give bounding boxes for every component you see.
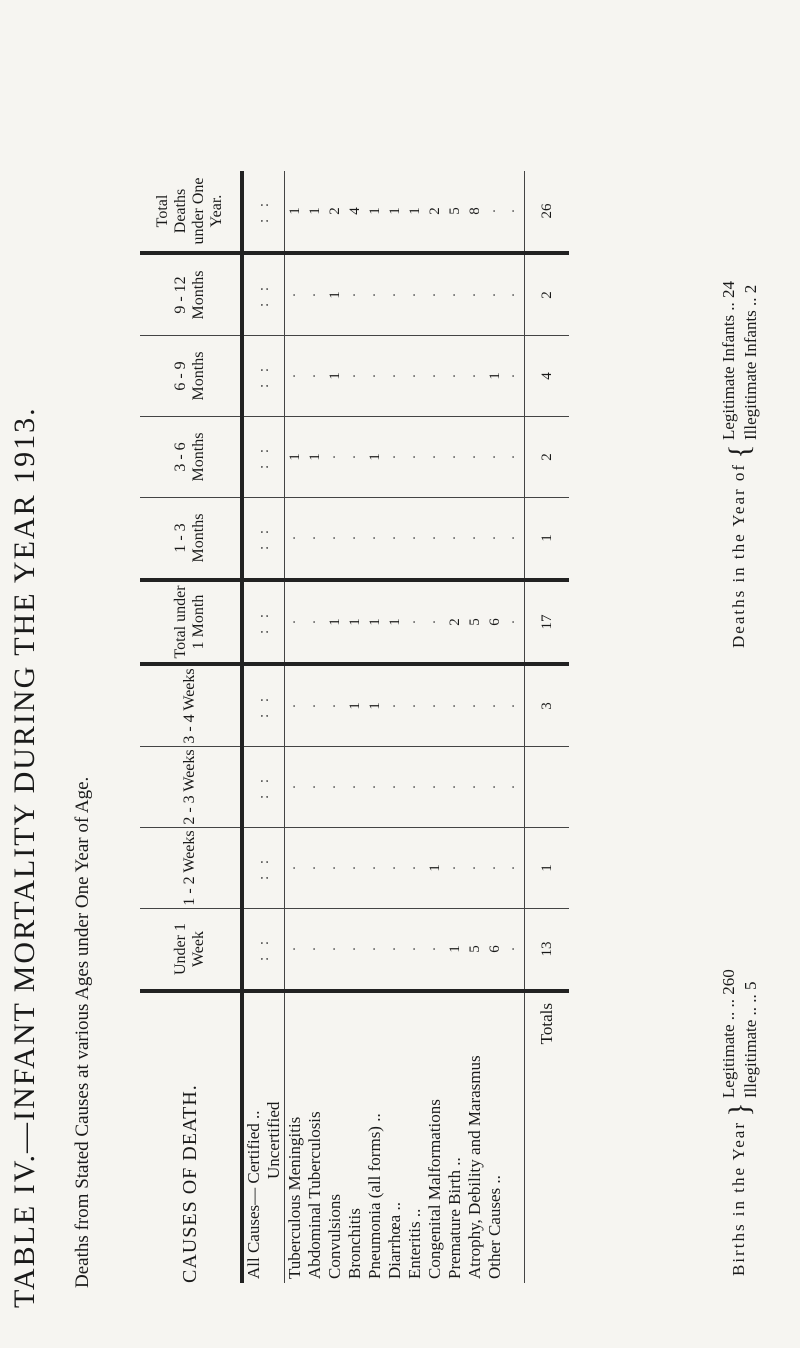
- cause-value: ·: [345, 336, 365, 417]
- cause-value: ·: [325, 828, 345, 909]
- cause-value: 2: [325, 171, 345, 253]
- cause-value: 1: [345, 580, 365, 664]
- header-1-2-weeks: 1 - 2 Weeks: [140, 828, 242, 909]
- cause-value: ·: [405, 747, 425, 828]
- cause-value: ·: [405, 909, 425, 992]
- cause-value: ·: [445, 253, 465, 336]
- table-row: [365, 171, 385, 1283]
- deaths-illegitimate-value: 2: [741, 284, 760, 294]
- cause-value: ·: [485, 253, 505, 336]
- total-under-one-year: 26: [525, 171, 570, 253]
- cause-value: ·: [285, 336, 306, 417]
- cause-value: ·: [345, 909, 365, 992]
- total-3-6-months: 2: [525, 417, 570, 498]
- cause-value: ·: [405, 580, 425, 664]
- cause-value: 1: [365, 171, 385, 253]
- cause-value: 1: [385, 171, 405, 253]
- cause-value: 1: [325, 253, 345, 336]
- table-row: [405, 171, 425, 1283]
- cause-value: ·: [305, 664, 325, 747]
- cause-value: ·: [385, 417, 405, 498]
- cause-value: ·: [385, 828, 405, 909]
- cause-value: ·: [305, 828, 325, 909]
- cause-value: ·: [445, 336, 465, 417]
- cause-value: ·: [345, 747, 365, 828]
- cause-value: ·: [505, 664, 525, 747]
- cause-value: 5: [465, 909, 485, 992]
- cause-value: ·: [325, 747, 345, 828]
- cause-value: 5: [465, 580, 485, 664]
- cause-rows: [285, 171, 525, 1283]
- all-causes-label: All Causes—: [244, 1187, 263, 1279]
- cause-value: ·: [425, 336, 445, 417]
- header-causes: CAUSES OF DEATH.: [140, 991, 242, 1283]
- cause-value: ·: [425, 253, 445, 336]
- cause-value: 6: [485, 580, 505, 664]
- totals-row: [525, 171, 570, 1283]
- cause-value: ·: [385, 498, 405, 581]
- cause-value: ·: [325, 909, 345, 992]
- cause-value: ·: [305, 580, 325, 664]
- cause-value: ·: [345, 498, 365, 581]
- table-row: [465, 171, 485, 1283]
- cause-value: ·: [285, 580, 306, 664]
- cause-name: Pneumonia (all forms) ..: [365, 1113, 384, 1279]
- cause-value: 1: [305, 417, 325, 498]
- cause-value: ·: [505, 580, 525, 664]
- page-subtitle: Deaths from Stated Causes at various Ages under One Year of Age.: [72, 776, 93, 1288]
- cause-value: 1: [285, 171, 306, 253]
- cause-value: ·: [505, 336, 525, 417]
- cause-value: 1: [425, 828, 445, 909]
- cause-name: Atrophy, Debility and Marasmus: [465, 1055, 484, 1279]
- cause-name: Premature Birth ..: [445, 1157, 464, 1279]
- table-row: [485, 171, 505, 1283]
- cause-value: ·: [365, 909, 385, 992]
- cause-value: ·: [405, 828, 425, 909]
- cause-value: ·: [325, 664, 345, 747]
- cause-value: ·: [305, 336, 325, 417]
- header-1-3-months: 1 - 3 Months: [140, 498, 242, 581]
- cause-value: 1: [445, 909, 465, 992]
- cause-value: ·: [345, 417, 365, 498]
- cause-value: 1: [325, 336, 345, 417]
- cause-value: ·: [285, 909, 306, 992]
- cause-value: 1: [285, 417, 306, 498]
- cause-value: ·: [485, 498, 505, 581]
- total-3-4-weeks: 3: [525, 664, 570, 747]
- cause-value: ·: [305, 253, 325, 336]
- cause-value: ·: [425, 909, 445, 992]
- totals-label: Totals: [525, 991, 570, 1283]
- header-under-1-week: Under 1 Week: [140, 909, 242, 992]
- cause-name: Convulsions: [325, 1193, 344, 1279]
- cause-value: ·: [485, 828, 505, 909]
- total-under-1-month: 17: [525, 580, 570, 664]
- deaths-illegitimate-label: Illegitimate Infants: [741, 310, 760, 441]
- cause-value: ·: [425, 580, 445, 664]
- table-row: [425, 171, 445, 1283]
- cause-value: 8: [465, 171, 485, 253]
- births-label: Births in the Year: [728, 1121, 748, 1276]
- cause-value: ·: [485, 417, 505, 498]
- table-row: [285, 171, 306, 1283]
- cause-value: ·: [405, 336, 425, 417]
- cause-value: 1: [345, 664, 365, 747]
- cause-value: ·: [445, 417, 465, 498]
- births-illegitimate-label: Illegitimate: [741, 1019, 760, 1099]
- cause-value: ·: [465, 253, 485, 336]
- cause-value: ·: [325, 417, 345, 498]
- header-9-12-months: 9 - 12 Months: [140, 253, 242, 336]
- uncertified-label: Uncertified: [264, 1101, 283, 1179]
- cause-value: ·: [305, 747, 325, 828]
- table-row: [445, 171, 465, 1283]
- cause-value: 1: [305, 171, 325, 253]
- cause-name: Congenital Malformations: [425, 1099, 444, 1279]
- cause-name: Abdominal Tuberculosis: [305, 1111, 324, 1279]
- cause-value: ·: [445, 747, 465, 828]
- cause-value: ·: [285, 828, 306, 909]
- cause-value: ·: [505, 828, 525, 909]
- cause-value: ·: [285, 253, 306, 336]
- cause-name: Other Causes ..: [485, 1175, 504, 1279]
- header-3-6-months: 3 - 6 Months: [140, 417, 242, 498]
- cause-value: ·: [365, 747, 385, 828]
- cause-value: ·: [505, 253, 525, 336]
- cause-value: ·: [505, 171, 525, 253]
- cause-value: ·: [425, 498, 445, 581]
- births-legitimate-label: Legitimate: [719, 1024, 738, 1099]
- cause-name: Tuberculous Meningitis: [285, 1116, 304, 1279]
- header-total-under-one-year: Total Deaths under One Year.: [140, 171, 242, 253]
- cause-value: ·: [385, 253, 405, 336]
- header-3-4-weeks: 3 - 4 Weeks: [140, 664, 242, 747]
- cause-value: 4: [345, 171, 365, 253]
- cause-value: ·: [365, 498, 385, 581]
- deaths-legitimate-value: 24: [719, 280, 738, 298]
- table-row: [385, 171, 405, 1283]
- cause-name: Bronchitis: [345, 1208, 364, 1279]
- deaths-footer: Deaths in the Year of { Legitimate Infants .. 24 Illegitimate Infants .. 2: [719, 280, 760, 648]
- deaths-legitimate-label: Legitimate Infants: [719, 314, 738, 441]
- cause-value: 1: [365, 417, 385, 498]
- cause-value: 1: [365, 664, 385, 747]
- cause-value: ·: [425, 417, 445, 498]
- total-6-9-months: 4: [525, 336, 570, 417]
- births-legitimate-value: 260: [719, 969, 738, 995]
- cause-value: ·: [465, 747, 485, 828]
- cause-value: 1: [405, 171, 425, 253]
- certified-label: Certified ..: [244, 1110, 263, 1184]
- cause-value: 2: [445, 580, 465, 664]
- cause-value: ·: [465, 828, 485, 909]
- cause-value: 2: [425, 171, 445, 253]
- cause-value: ·: [305, 909, 325, 992]
- cause-value: ·: [485, 747, 505, 828]
- cause-value: ·: [405, 417, 425, 498]
- total-under-1-week: 13: [525, 909, 570, 992]
- cause-value: ·: [345, 253, 365, 336]
- cause-value: ·: [505, 747, 525, 828]
- cause-value: ·: [285, 747, 306, 828]
- cause-value: 1: [365, 580, 385, 664]
- cause-value: ·: [345, 828, 365, 909]
- births-illegitimate-value: 5: [741, 981, 760, 990]
- cause-value: ·: [505, 417, 525, 498]
- table-row: [305, 171, 325, 1283]
- mortality-table: CAUSES OF DEATH. Under 1 Week 1 - 2 Weeks 2 - 3 Weeks 3 - 4 Weeks Total under 1 Month 1 - 3 Months 3 - 6 Months 6 - 9 Months 9 - 12 Months Total Deaths under One Year. All Causes— Certified .. Uncertified : : : : : : : : : : : : : : : : : : : : Tuberculous Meningitis · · · · · · 1 · · 1 Abdominal Tuberculosis · · · · · · 1 · · 1 Convulsions · · · · 1 · · 1 1 2 Bronchitis · · · 1 1 · · · · 4 Pneumonia (all forms) .. · · · 1 1 · 1 · · 1 Diarrhœa .. · · · · 1 · · · · 1 Enteritis .. · · · · · · · · · 1 Congenital Malformations · 1 · · · · · · · 2 Premature Birth .. 1 · · · 2 · · · · 5 Atrophy, Debility and Marasmus 5 · · · 5 · · · · 8 Other Causes .. 6 · · · 6 · · 1 · · · · · · · · · · · · Totals 13 1 3 17 1 2 4 2 26: [140, 171, 569, 1283]
- cause-value: ·: [485, 171, 505, 253]
- cause-value: 1: [325, 580, 345, 664]
- header-6-9-months: 6 - 9 Months: [140, 336, 242, 417]
- cause-value: ·: [305, 498, 325, 581]
- all-causes-cell: [242, 991, 285, 1283]
- cause-value: ·: [385, 664, 405, 747]
- deaths-label: Deaths in the Year of: [728, 462, 748, 648]
- total-1-2-weeks: 1: [525, 828, 570, 909]
- births-footer: Births in the Year } Legitimate .. .. 260 Illegitimate .. .. 5: [719, 969, 760, 1276]
- total-2-3-weeks: [525, 747, 570, 828]
- cause-value: ·: [365, 336, 385, 417]
- cause-value: 1: [385, 580, 405, 664]
- table-row: [325, 171, 345, 1283]
- cause-value: ·: [325, 498, 345, 581]
- cause-value: 6: [485, 909, 505, 992]
- page-title: TABLE IV.—INFANT MORTALITY DURING THE YEAR 1913.: [8, 406, 41, 1308]
- cause-value: ·: [365, 253, 385, 336]
- cause-value: ·: [485, 664, 505, 747]
- cause-value: ·: [445, 828, 465, 909]
- cause-value: ·: [465, 498, 485, 581]
- total-1-3-months: 1: [525, 498, 570, 581]
- cause-value: ·: [385, 909, 405, 992]
- cause-value: ·: [385, 336, 405, 417]
- cause-value: ·: [405, 664, 425, 747]
- cause-value: ·: [405, 253, 425, 336]
- table-row: [345, 171, 365, 1283]
- cause-value: ·: [445, 498, 465, 581]
- cause-value: ·: [505, 498, 525, 581]
- header-2-3-weeks: 2 - 3 Weeks: [140, 747, 242, 828]
- header-total-under-1-month: Total under 1 Month: [140, 580, 242, 664]
- cause-name: [505, 991, 525, 1283]
- cause-value: ·: [465, 664, 485, 747]
- cause-value: ·: [425, 664, 445, 747]
- cause-value: ·: [445, 664, 465, 747]
- cause-name: Diarrhœa ..: [385, 1202, 404, 1279]
- total-9-12-months: 2: [525, 253, 570, 336]
- table-row: [505, 171, 525, 1283]
- cause-value: ·: [285, 664, 306, 747]
- cause-value: ·: [465, 417, 485, 498]
- cause-value: ·: [465, 336, 485, 417]
- cause-name: Enteritis ..: [405, 1208, 424, 1279]
- cause-value: ·: [505, 909, 525, 992]
- cause-value: ·: [405, 498, 425, 581]
- cause-value: ·: [285, 498, 306, 581]
- cause-value: ·: [365, 828, 385, 909]
- cause-value: ·: [385, 747, 405, 828]
- cause-value: 1: [485, 336, 505, 417]
- cause-value: ·: [425, 747, 445, 828]
- cause-value: 5: [445, 171, 465, 253]
